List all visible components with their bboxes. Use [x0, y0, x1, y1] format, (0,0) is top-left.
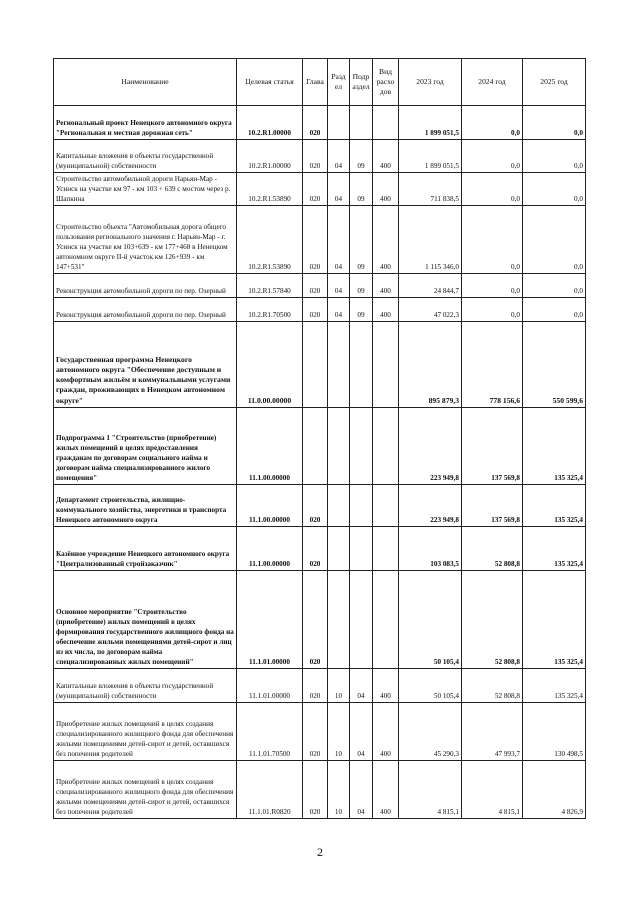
row-2023: 47 022,3 [399, 298, 462, 322]
row-name: Департамент строительства, жилищно-коммунального хозяйства, энергетики и транспорта Ненецкого автономного округа [54, 485, 237, 527]
row-chapter: 020 [303, 669, 328, 703]
row-exp-type: 400 [373, 298, 399, 322]
row-subsection [350, 322, 373, 408]
row-name: Казённое учреждение Ненецкого автономного округа "Централизованный стройзаказчик" [54, 527, 237, 571]
row-section: 10 [328, 703, 350, 761]
table-row [54, 761, 586, 819]
table-row [54, 408, 586, 485]
row-chapter: 020 [303, 527, 328, 571]
row-2024: 0,0 [462, 140, 523, 173]
row-subsection: 09 [350, 274, 373, 298]
table-row [54, 206, 586, 274]
row-name: Основное мероприятие "Строительство (приобретение) жилых помещений в целях формирования государственного жилищного фонда на обеспечение жильми помещениями детей-сирот и лиц из их числа, по договорам найма специализированных жилых помещений" [54, 571, 237, 669]
row-section [328, 527, 350, 571]
header-2025: 2025 год [523, 59, 586, 106]
row-2023: 4 815,1 [399, 761, 462, 819]
row-2023: 45 290,3 [399, 703, 462, 761]
header-name: Наименование [54, 59, 237, 106]
row-2025: 0,0 [523, 274, 586, 298]
row-target: 11.1.00.00000 [237, 408, 303, 485]
row-target: 10.2.R1.53890 [237, 173, 303, 206]
row-section: 04 [328, 173, 350, 206]
row-section: 04 [328, 274, 350, 298]
row-name: Строительство автомобильной дороги Нарьян-Мар - Усинск на участке км 97 - км 103 + 639 с мостом через р. Шапкина [54, 173, 237, 206]
table-row [54, 703, 586, 761]
row-section: 04 [328, 298, 350, 322]
row-section [328, 106, 350, 140]
row-name: Строительство объекта "Автомобильная дорога общего пользования регионального значения г. Нарьян-Мар - г. Усинск на участке км 103+639 - км 177+468 в Ненецком автономном округе II-й участок км 126+939 - км 147+531" [54, 206, 237, 274]
row-2023: 1 115 346,0 [399, 206, 462, 274]
row-target: 11.0.00.00000 [237, 322, 303, 408]
row-exp-type: 400 [373, 274, 399, 298]
row-chapter: 020 [303, 206, 328, 274]
row-exp-type [373, 322, 399, 408]
row-chapter: 020 [303, 298, 328, 322]
row-2023: 711 838,5 [399, 173, 462, 206]
row-exp-type: 400 [373, 669, 399, 703]
row-2025: 135 325,4 [523, 527, 586, 571]
row-2024: 52 808,8 [462, 527, 523, 571]
row-name: Капитальные вложения в объекты государственной (муниципальной) собственности [54, 669, 237, 703]
row-target: 10.2.R1.00000 [237, 106, 303, 140]
row-section: 10 [328, 669, 350, 703]
row-2025: 0,0 [523, 206, 586, 274]
row-section: 10 [328, 761, 350, 819]
row-exp-type: 400 [373, 703, 399, 761]
header-row [54, 59, 586, 106]
row-2023: 223 949,8 [399, 408, 462, 485]
table-row [54, 140, 586, 173]
row-target: 11.1.00.00000 [237, 485, 303, 527]
header-subsection: Подр аздел [350, 59, 373, 106]
row-2025: 0,0 [523, 298, 586, 322]
header-2023: 2023 год [399, 59, 462, 106]
budget-table [53, 58, 586, 819]
row-2023: 50 105,4 [399, 571, 462, 669]
row-chapter: 020 [303, 274, 328, 298]
row-chapter: 020 [303, 106, 328, 140]
row-2024: 137 569,8 [462, 485, 523, 527]
row-name: Капитальные вложения в объекты государственной (муниципальной) собственности [54, 140, 237, 173]
row-2025: 0,0 [523, 106, 586, 140]
row-2025: 0,0 [523, 173, 586, 206]
row-subsection: 09 [350, 298, 373, 322]
row-subsection: 04 [350, 761, 373, 819]
row-subsection: 09 [350, 173, 373, 206]
header-chapter: Глава [303, 59, 328, 106]
row-exp-type [373, 527, 399, 571]
table-row [54, 527, 586, 571]
row-2024: 47 993,7 [462, 703, 523, 761]
row-section [328, 485, 350, 527]
row-target: 11.1.01.00000 [237, 571, 303, 669]
row-subsection: 09 [350, 206, 373, 274]
row-chapter [303, 322, 328, 408]
row-name: Приобретение жилых помещений в целях создания специализированного жилищного фонда для обеспечения жилыми помещениями детей-сирот и детей, оставшихся без попечения родителей [54, 761, 237, 819]
row-name: Государственная программа Ненецкого автономного округа "Обеспечение доступным и комфортным жильём и коммунальными услугами граждан, проживающих в Ненецком автономном округе" [54, 322, 237, 408]
row-2024: 0,0 [462, 274, 523, 298]
row-target: 11.1.01.00000 [237, 669, 303, 703]
table-row [54, 274, 586, 298]
row-2023: 1 899 051,5 [399, 106, 462, 140]
row-name: Региональный проект Ненецкого автономного округа "Региональная и местная дорожная сеть" [54, 106, 237, 140]
row-target: 11.1.01.R0820 [237, 761, 303, 819]
row-2025: 135 325,4 [523, 485, 586, 527]
row-section: 04 [328, 140, 350, 173]
row-name: Подпрограмма 1 "Строительство (приобретение) жилых помещений в целях предоставления гражданам по договорам социального найма и договорам найма специализированного жилого помещения" [54, 408, 237, 485]
row-chapter: 020 [303, 173, 328, 206]
row-2024: 0,0 [462, 298, 523, 322]
row-2024: 4 815,1 [462, 761, 523, 819]
table-row [54, 669, 586, 703]
row-target: 11.1.01.70500 [237, 703, 303, 761]
row-name: Реконструкция автомобильной дороги по пер. Озерный [54, 274, 237, 298]
row-chapter: 020 [303, 571, 328, 669]
row-section: 04 [328, 206, 350, 274]
row-2025: 4 826,9 [523, 761, 586, 819]
table-row [54, 485, 586, 527]
header-2024: 2024 год [462, 59, 523, 106]
row-chapter [303, 408, 328, 485]
page-number: 2 [317, 845, 323, 859]
row-2024: 0,0 [462, 173, 523, 206]
row-2023: 50 105,4 [399, 669, 462, 703]
row-subsection [350, 408, 373, 485]
row-target: 10.2.R1.70500 [237, 298, 303, 322]
row-subsection: 09 [350, 140, 373, 173]
header-exp-type: Вид расхо дов [373, 59, 399, 106]
table-row [54, 571, 586, 669]
row-2024: 137 569,8 [462, 408, 523, 485]
row-name: Приобретение жилых помещений в целях создания специализированного жилищного фонда для обеспечения жилыми помещениями детей-сирот и детей, оставшихся без попечения родителей [54, 703, 237, 761]
row-target: 10.2.R1.53890 [237, 206, 303, 274]
row-section [328, 408, 350, 485]
row-exp-type [373, 408, 399, 485]
header-target: Целевая статья [237, 59, 303, 106]
row-2023: 1 899 051,5 [399, 140, 462, 173]
row-2023: 24 844,7 [399, 274, 462, 298]
row-exp-type [373, 485, 399, 527]
row-subsection [350, 571, 373, 669]
row-2023: 223 949,8 [399, 485, 462, 527]
row-2025: 135 325,4 [523, 408, 586, 485]
row-exp-type [373, 106, 399, 140]
row-chapter: 020 [303, 140, 328, 173]
row-2024: 778 156,6 [462, 322, 523, 408]
row-chapter: 020 [303, 761, 328, 819]
row-exp-type: 400 [373, 206, 399, 274]
table-row [54, 322, 586, 408]
row-2025: 135 325,4 [523, 669, 586, 703]
row-2024: 52 808,8 [462, 571, 523, 669]
row-2024: 52 808,8 [462, 669, 523, 703]
row-subsection: 04 [350, 703, 373, 761]
row-exp-type: 400 [373, 140, 399, 173]
table-row [54, 173, 586, 206]
row-subsection [350, 485, 373, 527]
row-2024: 0,0 [462, 206, 523, 274]
row-2025: 550 599,6 [523, 322, 586, 408]
row-chapter: 020 [303, 485, 328, 527]
row-exp-type: 400 [373, 173, 399, 206]
row-chapter: 020 [303, 703, 328, 761]
row-2025: 130 498,5 [523, 703, 586, 761]
row-target: 10.2.R1.57840 [237, 274, 303, 298]
row-name: Реконструкция автомобильной дороги по пер. Озерный [54, 298, 237, 322]
row-section [328, 571, 350, 669]
row-exp-type [373, 571, 399, 669]
table-row [54, 298, 586, 322]
row-2023: 103 083,5 [399, 527, 462, 571]
row-2025: 0,0 [523, 140, 586, 173]
row-2024: 0,0 [462, 106, 523, 140]
row-subsection [350, 527, 373, 571]
table-row [54, 106, 586, 140]
row-subsection: 04 [350, 669, 373, 703]
row-target: 10.2.R1.00000 [237, 140, 303, 173]
header-section: Разд ел [328, 59, 350, 106]
row-exp-type: 400 [373, 761, 399, 819]
row-subsection [350, 106, 373, 140]
row-2023: 895 879,3 [399, 322, 462, 408]
row-target: 11.1.00.00000 [237, 527, 303, 571]
row-2025: 135 325,4 [523, 571, 586, 669]
row-section [328, 322, 350, 408]
